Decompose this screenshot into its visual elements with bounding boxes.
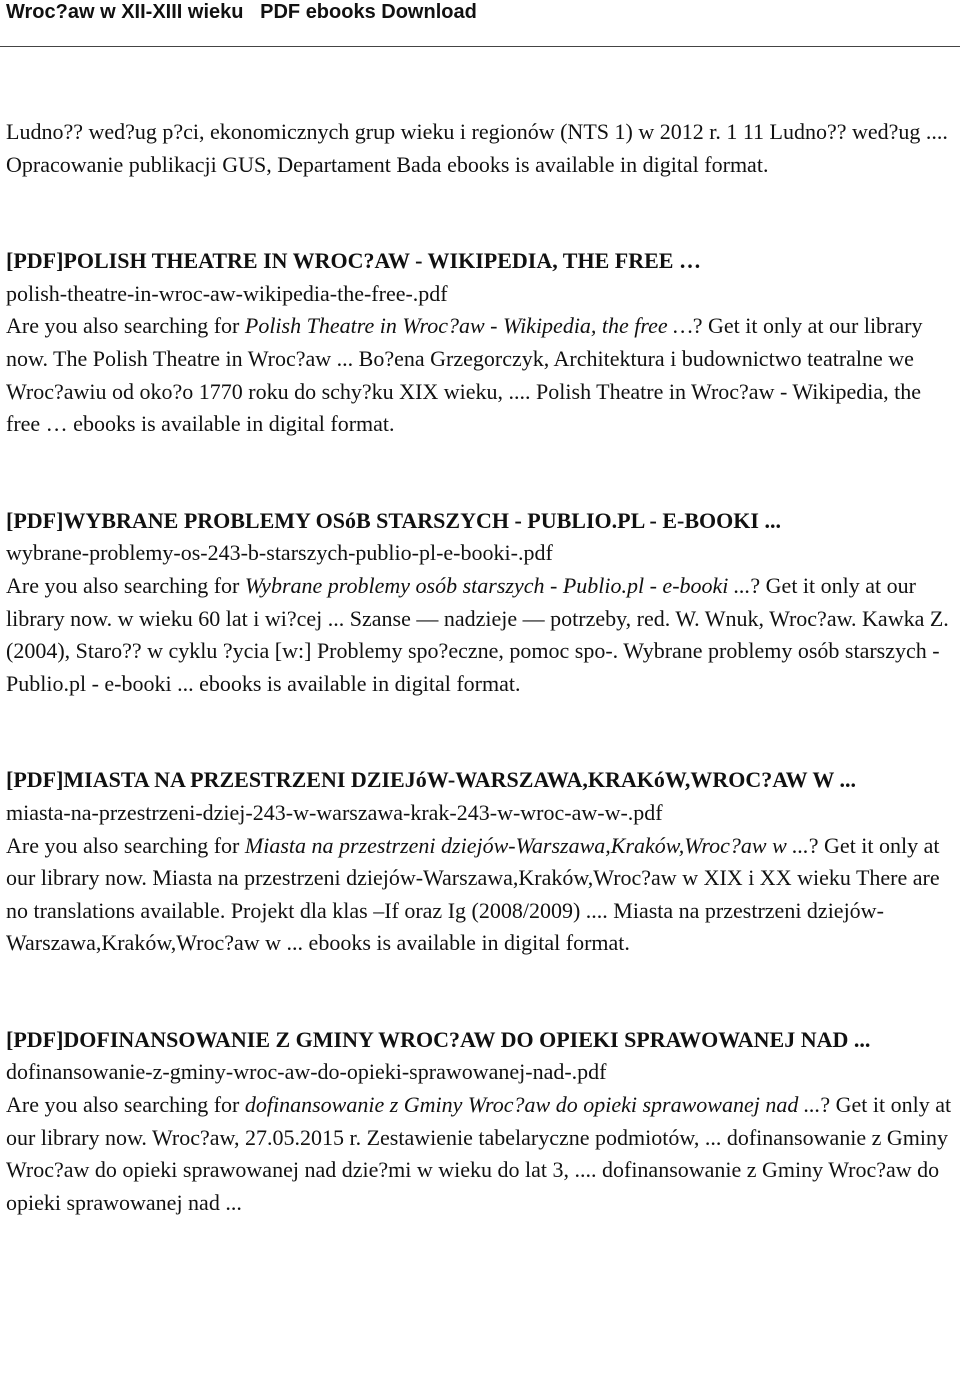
section-rest: ? Get it only at our library now. The Polish Theatre in Wroc?aw ... Bo?ena Grzegorczyk, Architektura i budownictwo teatralne we Wroc?awiu od oko?o 1770 roku do schy?ku XIX wieku, .... Polish Theatre in Wroc?aw - Wikipedia, the free … ebooks is available in digital format. <box>6 313 923 437</box>
section-rest: ? Get it only at our library now. w wieku 60 lat i wi?cej ... Szanse — nadzieje — potrzeby, red. W. Wnuk, Wroc?aw. Kawka Z. (2004), Staro?? w cyklu ?ycia [w:] Problemy spo?eczne, pomoc spo-. Wybrane problemy osób starszych - Publio.pl - e-booki ... ebooks is available in digital format. <box>6 572 949 696</box>
page-header <box>0 0 960 48</box>
result-section <box>6 505 958 701</box>
section-lead: Are you also searching for <box>6 1092 245 1118</box>
section-title[interactable]: [PDF]WYBRANE PROBLEMY OSóB STARSZYCH - PUBLIO.PL - E-BOOKI ... <box>6 507 781 533</box>
section-lead: Are you also searching for <box>6 832 245 858</box>
section-filename: polish-theatre-in-wroc-aw-wikipedia-the-free-.pdf <box>6 280 448 306</box>
section-title[interactable]: [PDF]POLISH THEATRE IN WROC?AW - WIKIPEDIA, THE FREE … <box>6 248 701 274</box>
section-body <box>6 1089 958 1219</box>
section-body <box>6 830 958 960</box>
section-rest: ? Get it only at our library now. Miasta na przestrzeni dziejów-Warszawa,Kraków,Wroc?aw w XIX i XX wieku There are no translations available. Projekt dla klas –If oraz Ig (2008/2009) .... Miasta na przestrzeni dziejów-Warszawa,Kraków,Wroc?aw w ... ebooks is available in digital format. <box>6 832 940 956</box>
section-emphasis: Wybrane problemy osób starszych - Publio.pl - e-booki ... <box>244 572 751 598</box>
section-emphasis: dofinansowanie z Gminy Wroc?aw do opieki sprawowanej nad ... <box>244 1092 821 1118</box>
section-filename: miasta-na-przestrzeni-dziej-243-w-warszawa-krak-243-w-wroc-aw-w-.pdf <box>6 799 663 825</box>
section-lead: Are you also searching for <box>6 572 245 598</box>
intro-paragraph: Ludno?? wed?ug p?ci, ekonomicznych grup wieku i regionów (NTS 1) w 2012 r. 1 11 Ludno?? wed?ug .... Opracowanie publikacji GUS, Departament Bada ebooks is available in digital format. <box>6 119 948 177</box>
document-content <box>6 116 958 1283</box>
section-lead: Are you also searching for <box>6 313 245 339</box>
section-body <box>6 310 958 440</box>
section-title[interactable]: [PDF]MIASTA NA PRZESTRZENI DZIEJóW-WARSZAWA,KRAKóW,WROC?AW W ... <box>6 767 856 793</box>
section-filename: dofinansowanie-z-gminy-wroc-aw-do-opieki-sprawowanej-nad-.pdf <box>6 1059 607 1085</box>
section-rest: ? Get it only at our library now. Wroc?aw, 27.05.2015 r. Zestawienie tabelaryczne podmiotów, ... dofinansowanie z Gminy Wroc?aw do opieki sprawowanej nad dzie?mi w wieku do lat 3, .... dofinansowanie z Gminy Wroc?aw do opieki sprawowanej nad ... <box>6 1092 952 1215</box>
section-filename: wybrane-problemy-os-243-b-starszych-publio-pl-e-booki-.pdf <box>6 540 553 566</box>
result-section <box>6 764 958 960</box>
header-divider <box>0 46 960 47</box>
section-body <box>6 570 958 700</box>
section-title[interactable]: [PDF]DOFINANSOWANIE Z GMINY WROC?AW DO OPIEKI SPRAWOWANEJ NAD ... <box>6 1026 871 1052</box>
result-section <box>6 245 958 441</box>
section-emphasis: Polish Theatre in Wroc?aw - Wikipedia, the free … <box>244 313 693 339</box>
section-emphasis: Miasta na przestrzeni dziejów-Warszawa,Kraków,Wroc?aw w ... <box>244 832 809 858</box>
header-title: Wroc?aw w XII-XIII wieku PDF ebooks Download <box>6 1 477 23</box>
result-section <box>6 1024 958 1220</box>
